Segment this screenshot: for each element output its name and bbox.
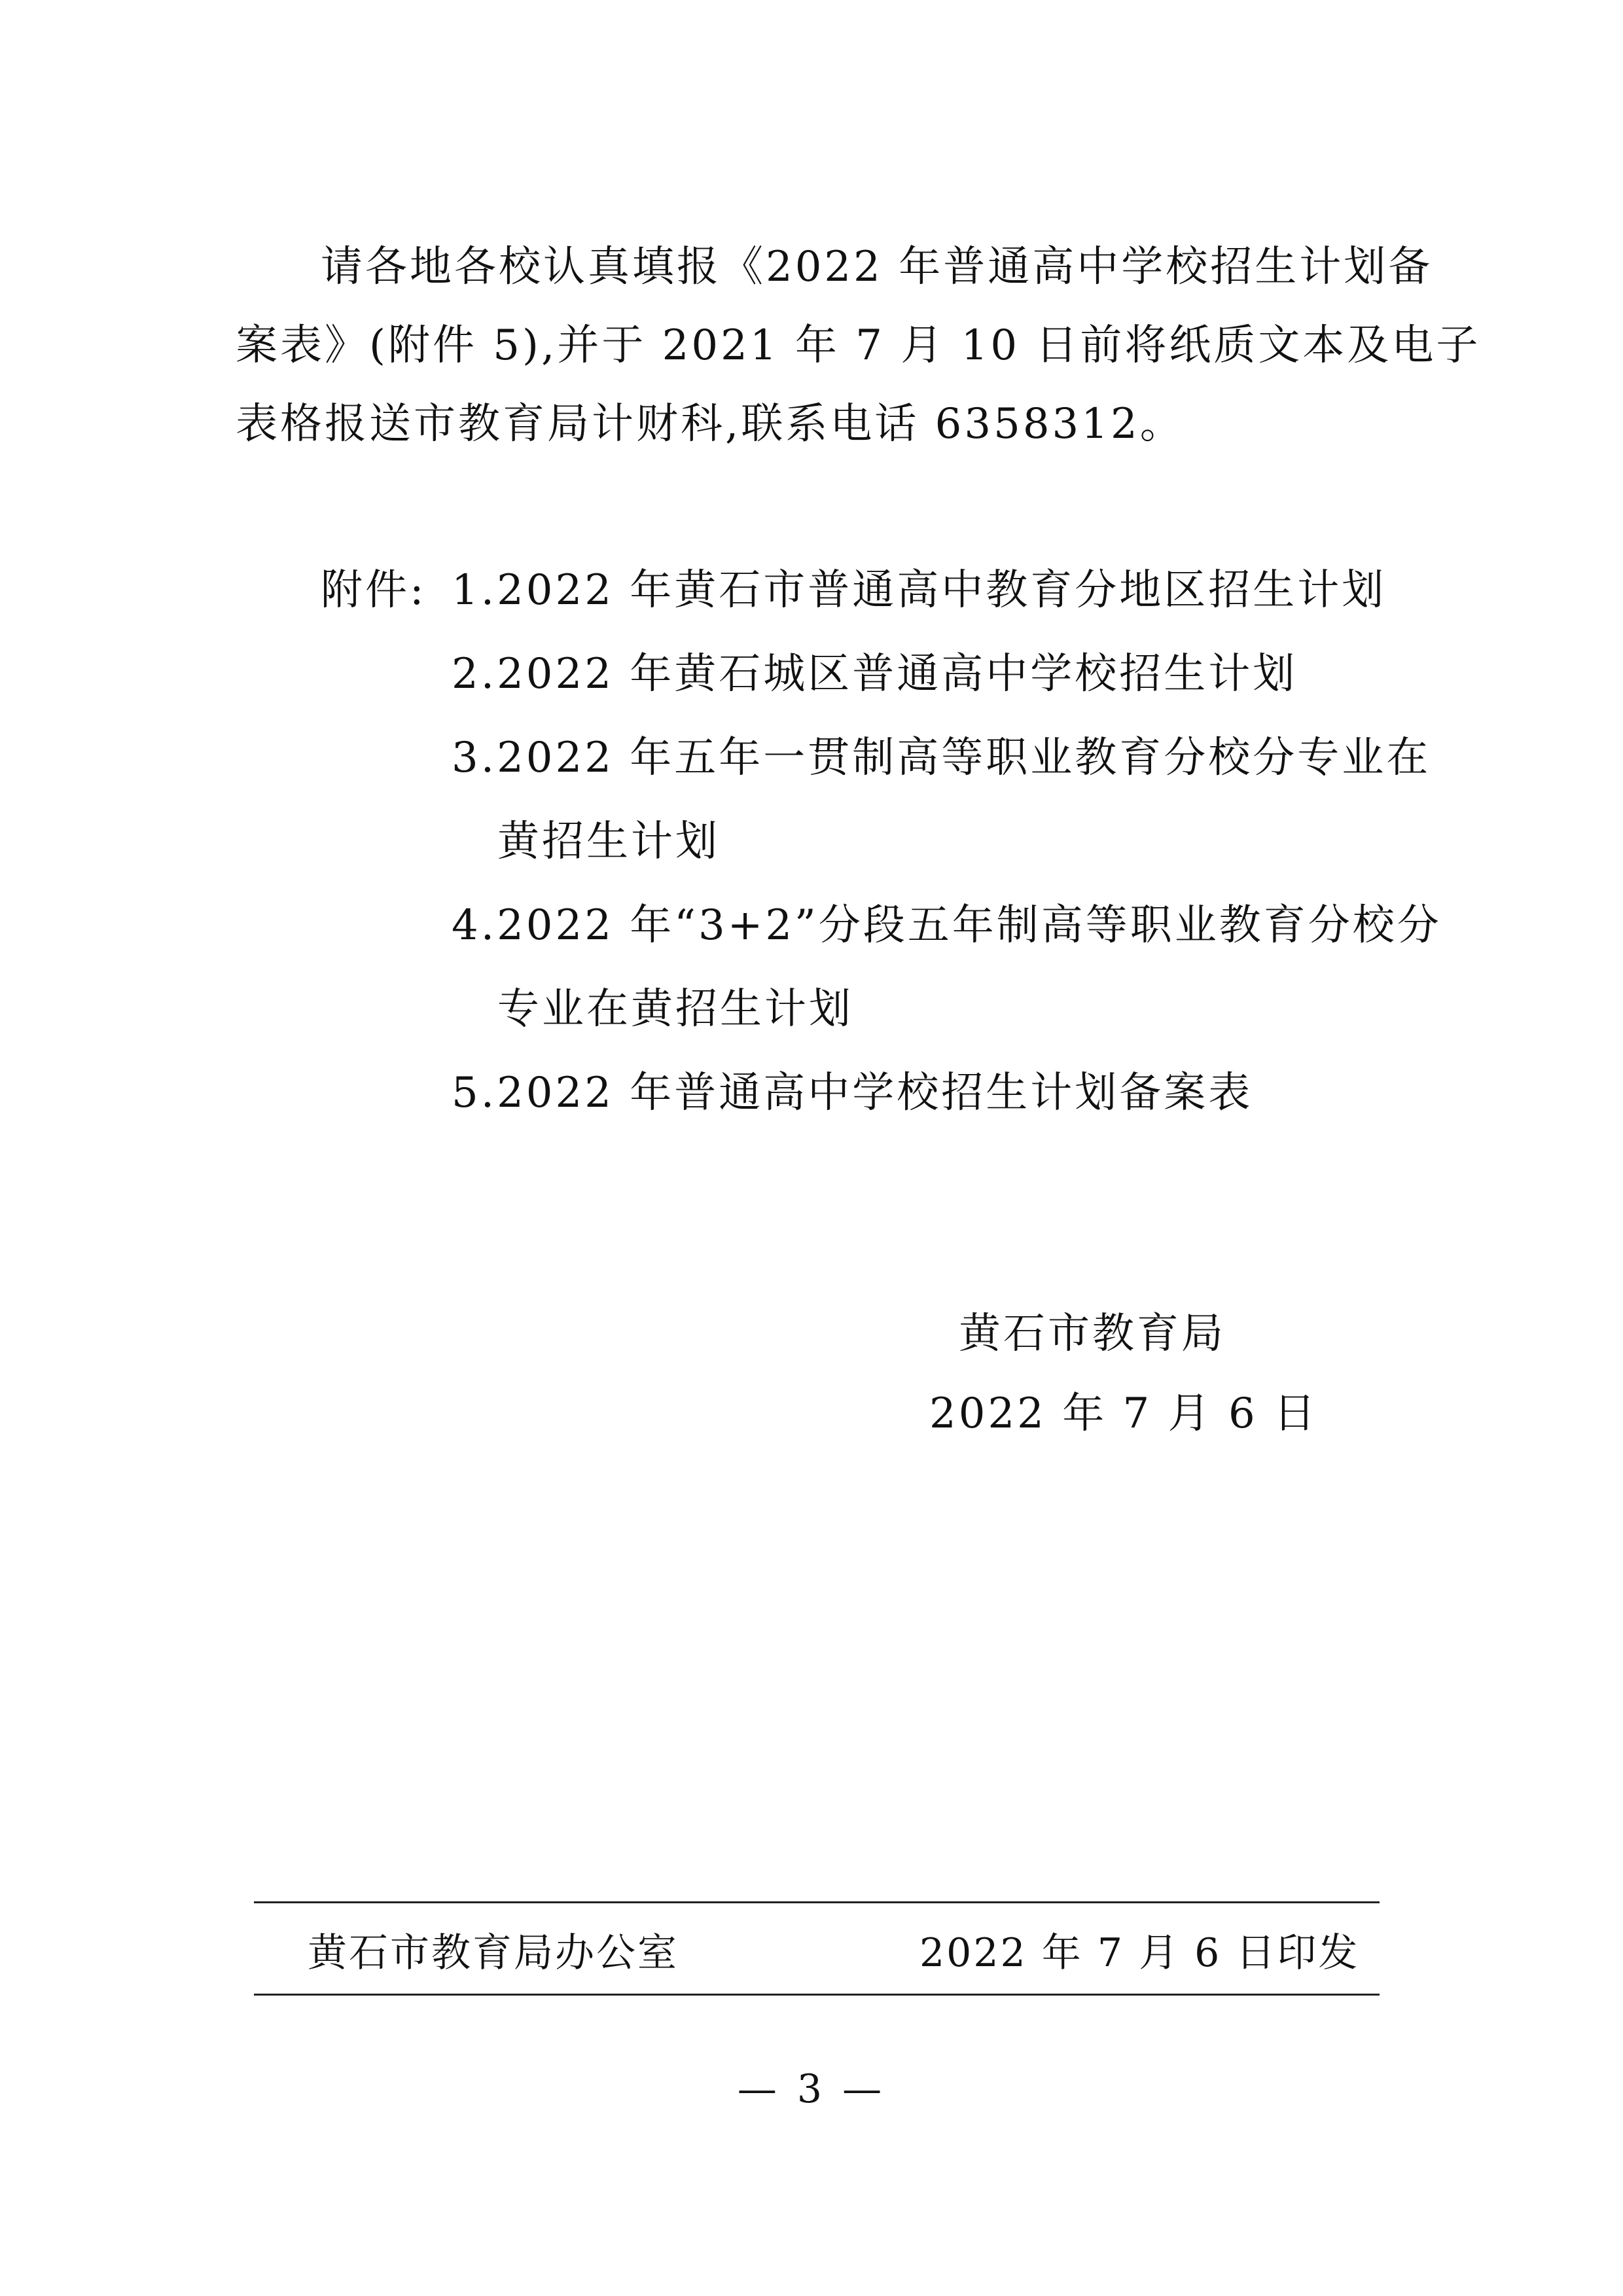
- footer-bottom-rule: [254, 1994, 1380, 1996]
- attachment-item-2: 2.2022 年黄石城区普通高中学校招生计划: [452, 650, 1298, 698]
- attachment-item-5: 5.2022 年普通高中学校招生计划备案表: [452, 1069, 1253, 1117]
- signature-organization: 黄石市教育局: [959, 1310, 1226, 1358]
- attachments-label: 附件:: [321, 566, 427, 615]
- attachment-item-1: 1.2022 年黄石市普通高中教育分地区招生计划: [452, 566, 1387, 615]
- attachment-item-4-continued: 专业在黄招生计划: [497, 985, 853, 1033]
- paragraph-line-3: 表格报送市教育局计财科,联系电话 6358312。: [236, 400, 1185, 448]
- page-number: — 3 —: [737, 2066, 886, 2112]
- footer-issue-date: 2022 年 7 月 6 日印发: [919, 1930, 1360, 1976]
- attachment-item-4: 4.2022 年“3+2”分段五年制高等职业教育分校分: [452, 901, 1442, 950]
- attachment-item-3: 3.2022 年五年一贯制高等职业教育分校分专业在: [452, 734, 1431, 782]
- footer-issuer: 黄石市教育局办公室: [308, 1930, 679, 1976]
- paragraph-line-2: 案表》(附件 5),并于 2021 年 7 月 10 日前将纸质文本及电子: [236, 321, 1481, 370]
- attachment-item-3-continued: 黄招生计划: [497, 817, 720, 866]
- signature-date: 2022 年 7 月 6 日: [929, 1390, 1319, 1438]
- paragraph-line-1: 请各地各校认真填报《2022 年普通高中学校招生计划备: [321, 243, 1433, 291]
- footer-top-rule: [254, 1901, 1380, 1903]
